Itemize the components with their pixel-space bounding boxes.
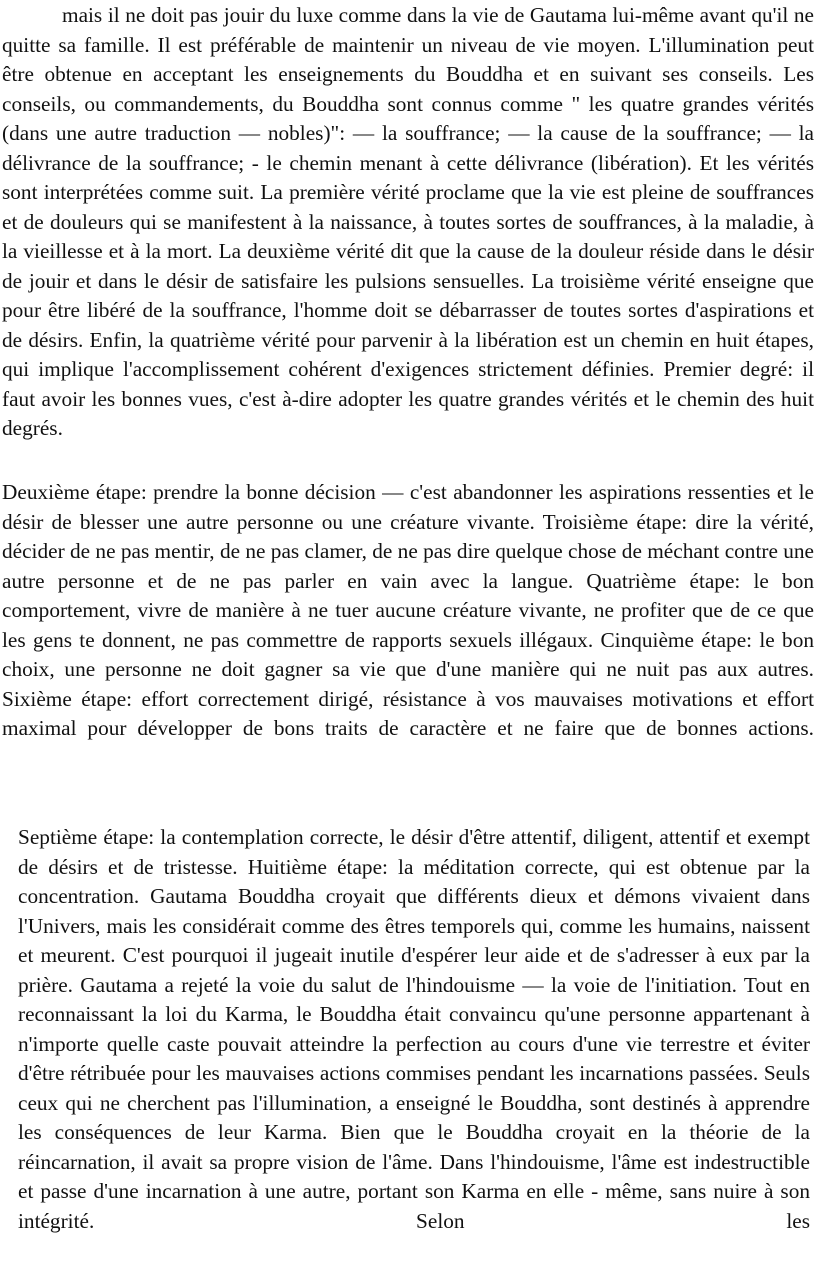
paragraph-steps-seven-eight-karma: Septième étape: la contemplation correcte, le désir d'être attentif, diligent, attentif et exempt de désirs et de tristesse. Huitième étape: la méditation correcte, qui est obtenue par la concentration. Gautama Bouddha croyait que différents dieux et démons vivaient dans l'Univers, mais les considérait comme des êtres temporels qui, comme les humains, naissent et meurent. C'est pourquoi il jugeait inutile d'espérer leur aide et de s'adresser à eux par la prière. Gautama a rejeté la voie du salut de l'hindouisme — la voie de l'initiation. Tout en reconnaissant la loi du Karma, le Bouddha était convaincu qu'une personne appartenant à n'importe quelle caste pouvait atteindre la perfection au cours d'une vie terrestre et éviter d'être rétribuée pour les mauvaises actions commises pendant les incarnations passées. Seuls ceux qui ne cherchent pas l'illumination, a enseigné le Bouddha, sont destinés à apprendre les conséquences de leur Karma. Bien que le Bouddha croyait en la théorie de la réincarnation, il avait sa propre vision de l'âme. Dans l'hindouisme, l'âme est indestructible et passe d'une incarnation à une autre, portant son Karma en elle - même, sans nuire à son intégrité. Selon les bbox=[18, 825, 810, 1233]
paragraph-four-truths: mais il ne doit pas jouir du luxe comme dans la vie de Gautama lui-même avant qu'il ne quitte sa famille. Il est préférable de maintenir un niveau de vie moyen. L'illumination peut être obtenue en acceptant les enseignements du Bouddha et en suivant ses conseils. Les conseils, ou commandements, du Bouddha sont connus comme " les quatre grandes vérités (dans une autre traduction — nobles)": — la souffrance; — la cause de la souffrance; — la délivrance de la souffrance; - le chemin menant à cette délivrance (libération). Et les vérités sont interprétées comme suit. La première vérité proclame que la vie est pleine de souffrances et de douleurs qui se manifestent à la naissance, à toutes sortes de souffrances, à la maladie, à la vieillesse et à la mort. La deuxième vérité dit que la cause de la douleur réside dans le désir de jouir et dans le désir de satisfaire les pulsions sensuelles. La troisième vérité enseigne que pour être libéré de la souffrance, l'homme doit se débarrasser de toutes sortes d'aspirations et de désirs. Enfin, la quatrième vérité pour parvenir à la libération est un chemin en huit étapes, qui implique l'accomplissement cohérent d'exigences strictement définies. Premier degré: il faut avoir les bonnes vues, c'est à-dire adopter les quatre grandes vérités et le chemin des huit degrés. bbox=[2, 3, 814, 440]
paragraph-steps-two-to-six: Deuxième étape: prendre la bonne décision — c'est abandonner les aspirations ressenties et le désir de blesser une autre personne ou une créature vivante. Troisième étape: dire la vérité, décider de ne pas mentir, de ne pas clamer, de ne pas dire quelque chose de méchant contre une autre personne et de ne pas parler en vain avec la langue. Quatrième étape: le bon comportement, vivre de manière à ne tuer aucune créature vivante, ne profiter que de ce que les gens te donnent, ne pas commettre de rapports sexuels illégaux. Cinquième étape: le bon choix, une personne ne doit gagner sa vie que d'une manière qui ne nuit pas aux autres. Sixième étape: effort correctement dirigé, résistance à vos mauvaises motivations et effort maximal pour développer de bons traits de caractère et ne faire que de bonnes actions. bbox=[2, 480, 814, 740]
